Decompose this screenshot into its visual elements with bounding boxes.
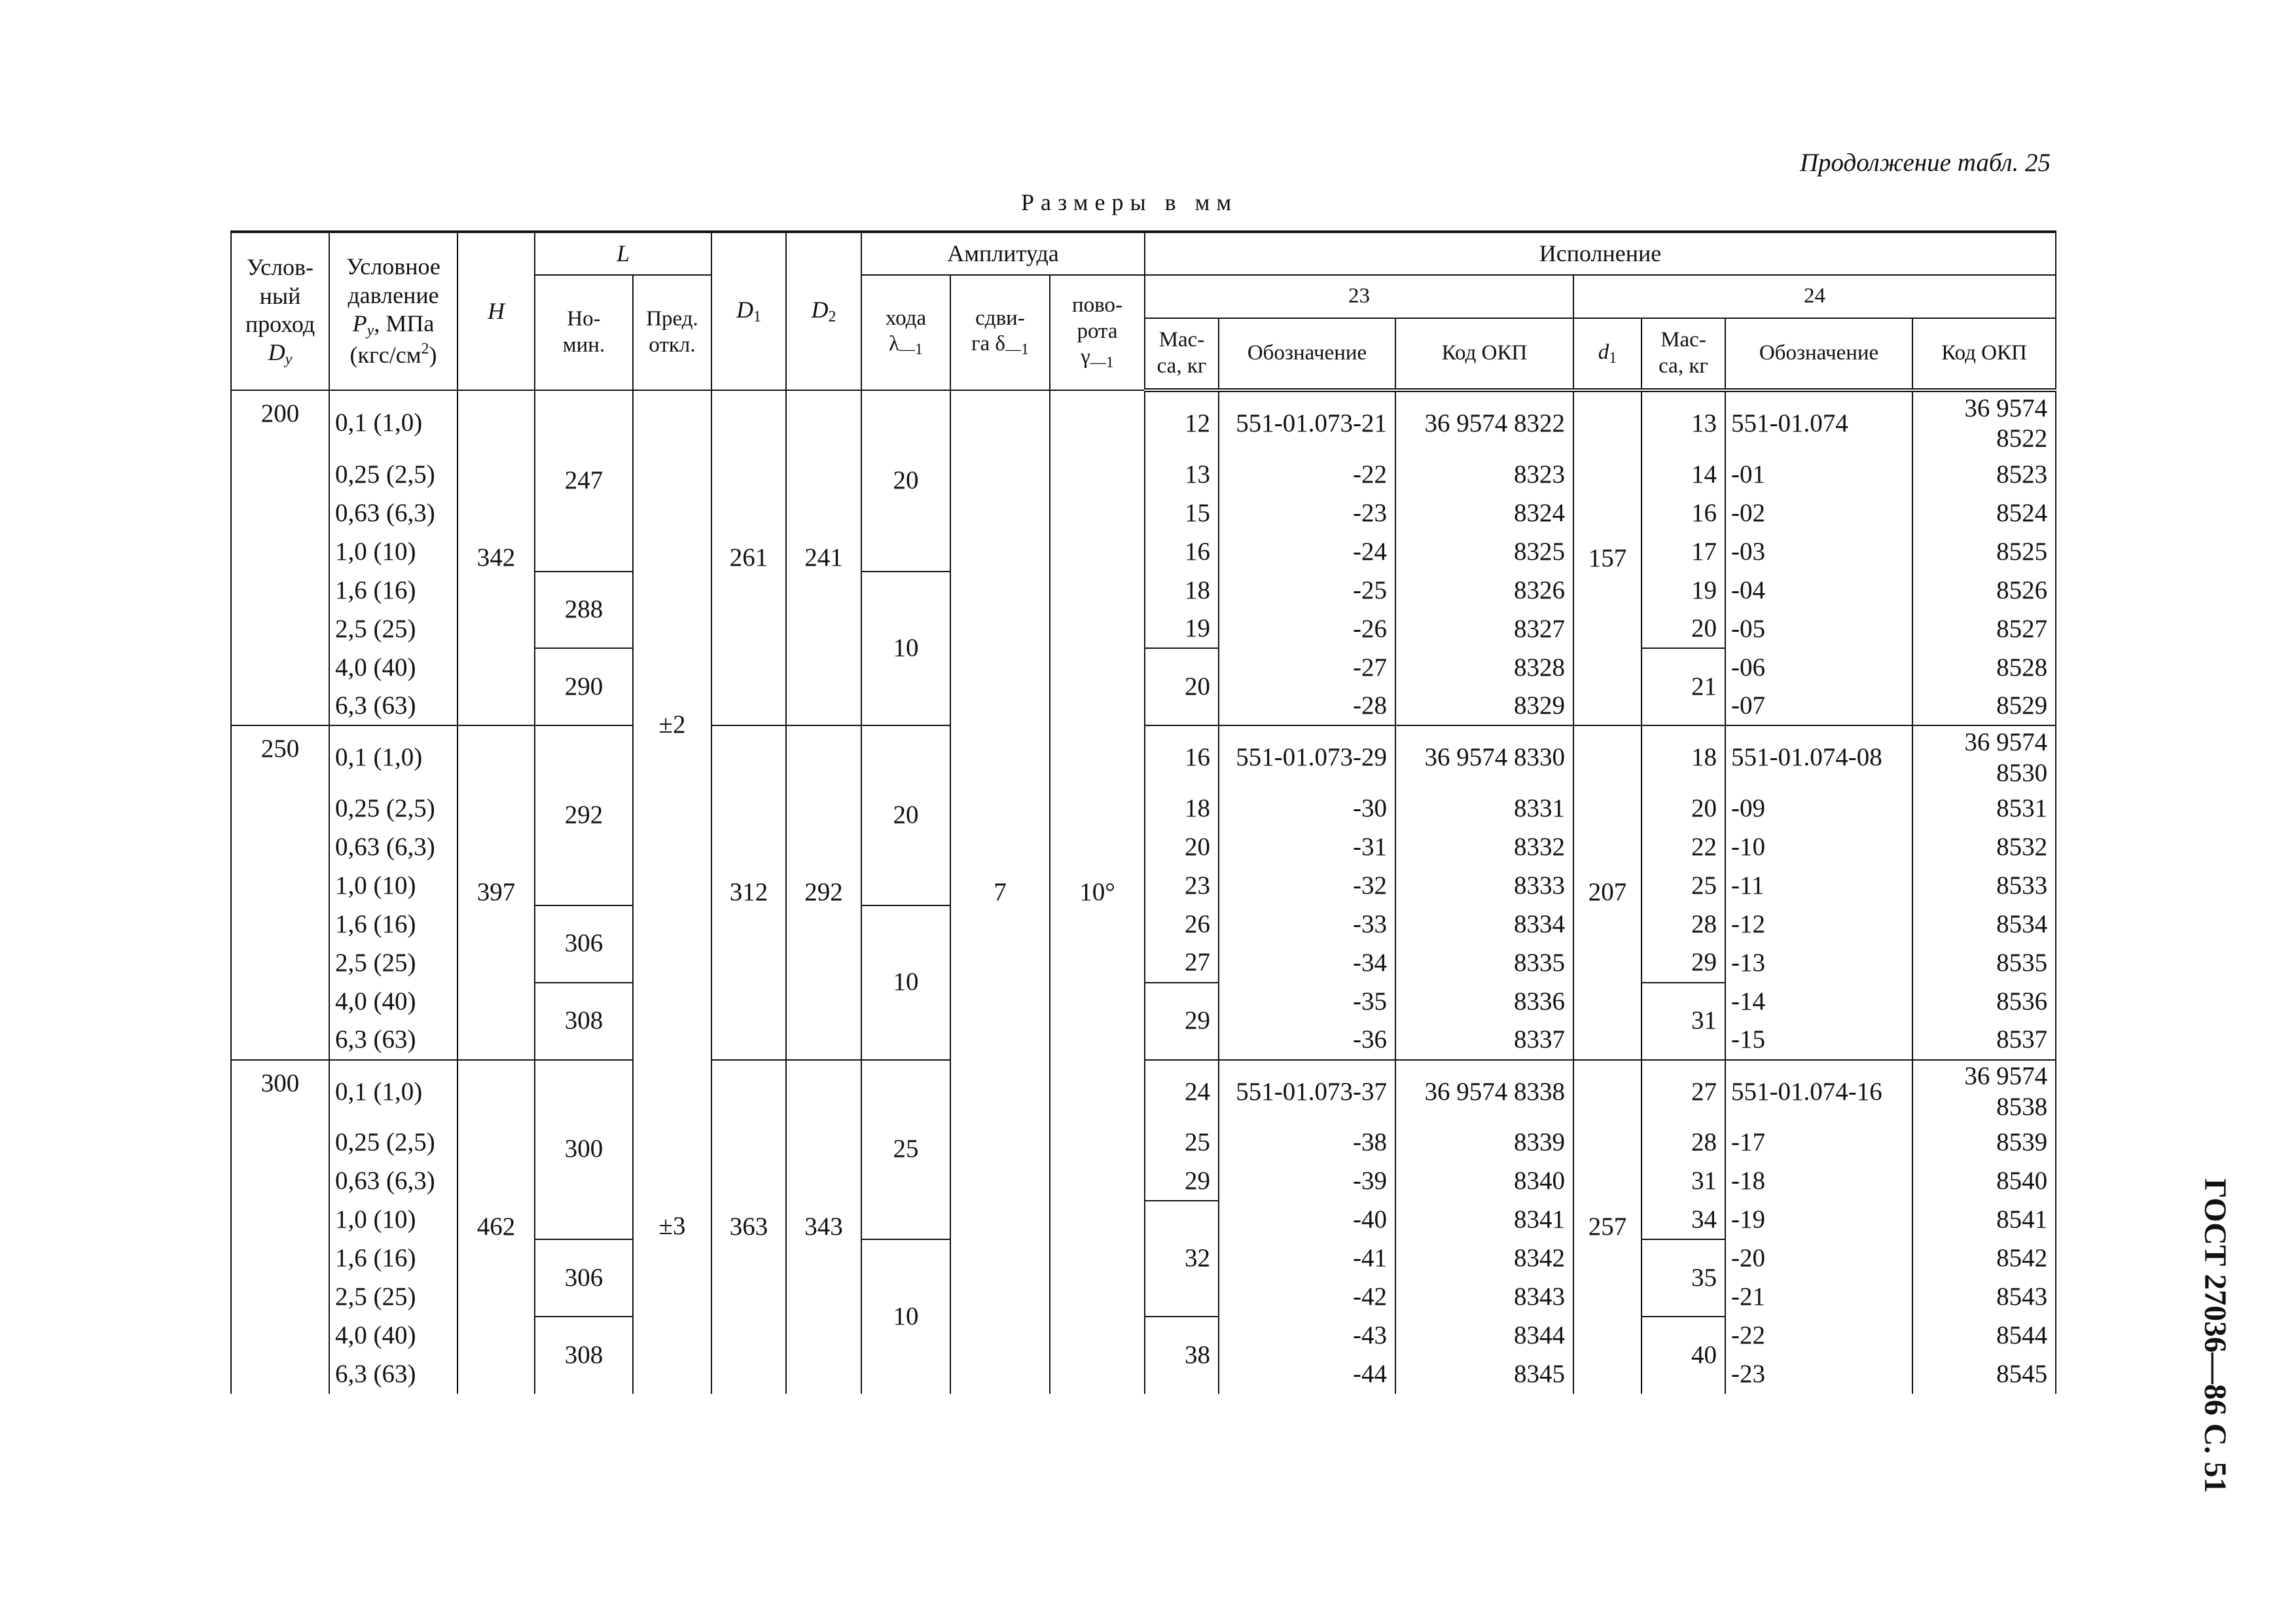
cell-h: 397 [457, 725, 535, 1059]
cell-pressure: 1,0 (10) [329, 1201, 457, 1239]
cell-mass-24: 20 [1641, 790, 1725, 828]
cell-mass-23: 20 [1145, 648, 1219, 725]
cell-d2: 343 [786, 1060, 861, 1394]
cell-pressure: 0,63 (6,3) [329, 494, 457, 533]
cell-okp-24: 36 9574 8530 [1912, 725, 2056, 790]
header-d2: $D_2$ [786, 232, 861, 390]
cell-designation-23: -33 [1219, 905, 1395, 944]
cell-pressure: 4,0 (40) [329, 648, 457, 687]
header-okp-23: Код ОКП [1395, 318, 1573, 390]
cell-designation-23: 551-01.073-37 [1219, 1060, 1395, 1124]
cell-designation-24: -21 [1725, 1278, 1912, 1317]
cell-mass-24: 17 [1641, 533, 1725, 572]
cell-designation-23: -36 [1219, 1021, 1395, 1060]
cell-mass-23: 29 [1145, 983, 1219, 1060]
header-mass-23: Мас- са, кг [1145, 318, 1219, 390]
cell-okp-24: 8540 [1912, 1162, 2056, 1201]
cell-stroke: 10 [861, 1239, 950, 1394]
cell-okp-24: 36 9574 8522 [1912, 390, 2056, 456]
cell-designation-24: -14 [1725, 983, 1912, 1021]
cell-okp-23: 36 9574 8330 [1395, 725, 1573, 790]
cell-okp-24: 8543 [1912, 1278, 2056, 1317]
header-stroke: хода $\lambda_{—1}$ [861, 275, 950, 390]
cell-turn: 10° [1050, 390, 1145, 1394]
cell-designation-24: -04 [1725, 572, 1912, 610]
cell-designation-23: -25 [1219, 572, 1395, 610]
cell-pressure: 6,3 (63) [329, 687, 457, 725]
cell-okp-24: 36 9574 8538 [1912, 1060, 2056, 1124]
cell-pressure: 0,1 (1,0) [329, 1060, 457, 1124]
header-l: L [535, 232, 711, 275]
cell-mass-23: 27 [1145, 944, 1219, 983]
cell-okp-24: 8536 [1912, 983, 2056, 1021]
cell-mass-24: 13 [1641, 390, 1725, 456]
cell-stroke: 10 [861, 905, 950, 1060]
cell-designation-23: -23 [1219, 494, 1395, 533]
cell-designation-23: -31 [1219, 828, 1395, 867]
header-h: H [457, 232, 535, 390]
cell-okp-23: 8328 [1395, 648, 1573, 687]
cell-mass-24: 28 [1641, 905, 1725, 944]
cell-okp-23: 8331 [1395, 790, 1573, 828]
cell-designation-24: -07 [1725, 687, 1912, 725]
cell-okp-23: 8342 [1395, 1239, 1573, 1278]
cell-mass-24: 18 [1641, 725, 1725, 790]
header-shift: сдви- га $\delta_{—1}$ [950, 275, 1050, 390]
cell-d2: 241 [786, 390, 861, 725]
table-row [231, 390, 2056, 456]
cell-designation-23: -22 [1219, 456, 1395, 494]
cell-mass-23: 13 [1145, 456, 1219, 494]
cell-okp-23: 8340 [1395, 1162, 1573, 1201]
header-turn: пово- рота $\gamma_{—1}$ [1050, 275, 1145, 390]
cell-designation-24: -22 [1725, 1317, 1912, 1355]
header-execution-24: 24 [1573, 275, 2056, 318]
cell-designation-23: -42 [1219, 1278, 1395, 1317]
cell-okp-24: 8525 [1912, 533, 2056, 572]
cell-mass-23: 18 [1145, 572, 1219, 610]
cell-mass-23: 29 [1145, 1162, 1219, 1201]
cell-okp-23: 36 9574 8338 [1395, 1060, 1573, 1124]
cell-pressure: 1,6 (16) [329, 1239, 457, 1278]
gost-label: ГОСТ 27036—86 С. 51 [2198, 1178, 2233, 1493]
cell-pressure: 1,0 (10) [329, 533, 457, 572]
data-table [230, 230, 2056, 1394]
cell-designation-24: -03 [1725, 533, 1912, 572]
cell-mass-24: 34 [1641, 1201, 1725, 1239]
sizes-note: Размеры в мм [1021, 189, 1238, 215]
cell-okp-23: 8323 [1395, 456, 1573, 494]
header-l-deviation: Пред. откл. [633, 275, 711, 390]
cell-pressure: 4,0 (40) [329, 1317, 457, 1355]
cell-pressure: 0,1 (1,0) [329, 725, 457, 790]
cell-okp-24: 8541 [1912, 1201, 2056, 1239]
cell-okp-23: 8343 [1395, 1278, 1573, 1317]
cell-mass-24: 29 [1641, 944, 1725, 983]
cell-pressure: 1,0 (10) [329, 867, 457, 905]
cell-mass-23: 16 [1145, 725, 1219, 790]
cell-designation-24: -11 [1725, 867, 1912, 905]
cell-l-nominal: 290 [535, 648, 633, 725]
cell-mass-24: 22 [1641, 828, 1725, 867]
cell-designation-23: -27 [1219, 648, 1395, 687]
cell-okp-24: 8535 [1912, 944, 2056, 983]
cell-dy: 250 [231, 725, 329, 1059]
cell-d1: 363 [711, 1060, 786, 1394]
cell-pressure: 2,5 (25) [329, 944, 457, 983]
cell-stroke: 20 [861, 390, 950, 572]
cell-pressure: 0,63 (6,3) [329, 1162, 457, 1201]
cell-designation-24: -19 [1725, 1201, 1912, 1239]
cell-l-nominal: 292 [535, 725, 633, 905]
cell-designation-23: -24 [1219, 533, 1395, 572]
cell-mass-23: 25 [1145, 1123, 1219, 1162]
header-okp-24: Код ОКП [1912, 318, 2056, 390]
cell-mass-24: 16 [1641, 494, 1725, 533]
cell-mass-24: 21 [1641, 648, 1725, 725]
page-header: Продолжение табл. 25 [1799, 149, 2051, 177]
cell-designation-24: -09 [1725, 790, 1912, 828]
header-designation-24: Обозначение [1725, 318, 1912, 390]
table-body [231, 390, 2056, 1394]
cell-l-nominal: 308 [535, 983, 633, 1060]
header-d1-small: $d_1$ [1573, 318, 1641, 390]
cell-mass-24: 35 [1641, 1239, 1725, 1317]
cell-shift: 7 [950, 390, 1050, 1394]
cell-d1-small: 207 [1573, 725, 1641, 1059]
cell-designation-24: -18 [1725, 1162, 1912, 1201]
cell-mass-23: 24 [1145, 1060, 1219, 1124]
cell-mass-24: 31 [1641, 1162, 1725, 1201]
cell-designation-23: -39 [1219, 1162, 1395, 1201]
cell-designation-23: -32 [1219, 867, 1395, 905]
header-mass-24: Мас- са, кг [1641, 318, 1725, 390]
cell-d1-small: 157 [1573, 390, 1641, 725]
cell-pressure: 0,25 (2,5) [329, 790, 457, 828]
cell-okp-24: 8527 [1912, 610, 2056, 649]
cell-h: 342 [457, 390, 535, 725]
cell-okp-23: 8332 [1395, 828, 1573, 867]
cell-designation-24: -20 [1725, 1239, 1912, 1278]
cell-stroke: 10 [861, 572, 950, 726]
cell-designation-23: 551-01.073-21 [1219, 390, 1395, 456]
cell-mass-24: 31 [1641, 983, 1725, 1060]
cell-h: 462 [457, 1060, 535, 1394]
header-execution: Исполнение [1145, 232, 2056, 275]
cell-designation-24: -13 [1725, 944, 1912, 983]
cell-mass-24: 20 [1641, 610, 1725, 649]
cell-designation-23: -35 [1219, 983, 1395, 1021]
cell-okp-24: 8534 [1912, 905, 2056, 944]
cell-designation-23: -26 [1219, 610, 1395, 649]
cell-mass-24: 25 [1641, 867, 1725, 905]
cell-okp-23: 8345 [1395, 1355, 1573, 1394]
cell-designation-23: -41 [1219, 1239, 1395, 1278]
header-amplitude: Амплитуда [861, 232, 1145, 275]
cell-pressure: 4,0 (40) [329, 983, 457, 1021]
cell-okp-24: 8542 [1912, 1239, 2056, 1278]
header-d1: $D_1$ [711, 232, 786, 390]
cell-okp-23: 8329 [1395, 687, 1573, 725]
cell-pressure: 6,3 (63) [329, 1355, 457, 1394]
cell-designation-23: -30 [1219, 790, 1395, 828]
cell-okp-24: 8532 [1912, 828, 2056, 867]
cell-designation-24: 551-01.074-08 [1725, 725, 1912, 790]
cell-mass-23: 15 [1145, 494, 1219, 533]
cell-designation-24: 551-01.074-16 [1725, 1060, 1912, 1124]
cell-okp-23: 36 9574 8322 [1395, 390, 1573, 456]
cell-mass-23: 18 [1145, 790, 1219, 828]
cell-okp-23: 8337 [1395, 1021, 1573, 1060]
cell-designation-24: 551-01.074 [1725, 390, 1912, 456]
header-dy: Услов- ный проход $D_у$ [231, 232, 329, 390]
cell-designation-24: -06 [1725, 648, 1912, 687]
cell-pressure: 6,3 (63) [329, 1021, 457, 1060]
cell-okp-24: 8533 [1912, 867, 2056, 905]
cell-mass-23: 20 [1145, 828, 1219, 867]
cell-okp-23: 8324 [1395, 494, 1573, 533]
cell-okp-23: 8339 [1395, 1123, 1573, 1162]
cell-designation-23: -38 [1219, 1123, 1395, 1162]
cell-designation-23: -43 [1219, 1317, 1395, 1355]
cell-okp-24: 8545 [1912, 1355, 2056, 1394]
cell-dy: 300 [231, 1060, 329, 1394]
cell-mass-23: 16 [1145, 533, 1219, 572]
cell-okp-23: 8334 [1395, 905, 1573, 944]
cell-okp-23: 8344 [1395, 1317, 1573, 1355]
cell-mass-24: 14 [1641, 456, 1725, 494]
cell-pressure: 0,63 (6,3) [329, 828, 457, 867]
cell-mass-24: 27 [1641, 1060, 1725, 1124]
cell-okp-24: 8544 [1912, 1317, 2056, 1355]
cell-designation-24: -02 [1725, 494, 1912, 533]
cell-okp-23: 8325 [1395, 533, 1573, 572]
header-l-nominal: Но- мин. [535, 275, 633, 390]
cell-pressure: 2,5 (25) [329, 610, 457, 649]
cell-mass-23: 23 [1145, 867, 1219, 905]
cell-mass-24: 28 [1641, 1123, 1725, 1162]
cell-pressure: 0,1 (1,0) [329, 390, 457, 456]
cell-mass-23: 38 [1145, 1317, 1219, 1394]
cell-designation-24: -10 [1725, 828, 1912, 867]
cell-d1: 261 [711, 390, 786, 725]
cell-designation-23: -34 [1219, 944, 1395, 983]
cell-okp-24: 8523 [1912, 456, 2056, 494]
cell-l-deviation: ±3 [633, 1060, 711, 1394]
cell-dy: 200 [231, 390, 329, 725]
cell-mass-23: 26 [1145, 905, 1219, 944]
cell-l-nominal: 306 [535, 905, 633, 983]
cell-pressure: 1,6 (16) [329, 572, 457, 610]
cell-pressure: 0,25 (2,5) [329, 1123, 457, 1162]
cell-designation-24: -23 [1725, 1355, 1912, 1394]
cell-okp-24: 8531 [1912, 790, 2056, 828]
cell-l-nominal: 247 [535, 390, 633, 572]
cell-designation-24: -12 [1725, 905, 1912, 944]
cell-pressure: 1,6 (16) [329, 905, 457, 944]
cell-l-nominal: 306 [535, 1239, 633, 1317]
cell-designation-23: -28 [1219, 687, 1395, 725]
header-designation-23: Обозначение [1219, 318, 1395, 390]
cell-pressure: 0,25 (2,5) [329, 456, 457, 494]
cell-okp-24: 8528 [1912, 648, 2056, 687]
cell-d1: 312 [711, 725, 786, 1059]
cell-okp-23: 8327 [1395, 610, 1573, 649]
cell-okp-24: 8526 [1912, 572, 2056, 610]
cell-d1-small: 257 [1573, 1060, 1641, 1394]
cell-mass-24: 19 [1641, 572, 1725, 610]
cell-mass-23: 12 [1145, 390, 1219, 456]
cell-stroke: 20 [861, 725, 950, 905]
cell-designation-23: -44 [1219, 1355, 1395, 1394]
cell-l-nominal: 300 [535, 1060, 633, 1240]
cell-okp-23: 8341 [1395, 1201, 1573, 1239]
cell-mass-24: 40 [1641, 1317, 1725, 1394]
header-execution-23: 23 [1145, 275, 1573, 318]
cell-okp-23: 8336 [1395, 983, 1573, 1021]
cell-designation-24: -17 [1725, 1123, 1912, 1162]
cell-okp-24: 8524 [1912, 494, 2056, 533]
cell-okp-23: 8333 [1395, 867, 1573, 905]
cell-okp-23: 8326 [1395, 572, 1573, 610]
cell-stroke: 25 [861, 1060, 950, 1240]
cell-pressure: 2,5 (25) [329, 1278, 457, 1317]
cell-okp-23: 8335 [1395, 944, 1573, 983]
cell-mass-23: 32 [1145, 1201, 1219, 1317]
cell-designation-23: 551-01.073-29 [1219, 725, 1395, 790]
cell-l-nominal: 288 [535, 572, 633, 649]
cell-mass-23: 19 [1145, 610, 1219, 649]
header-pressure: Условное давление $P_у$, МПа $(кгс/см^2)$ [329, 232, 457, 390]
cell-okp-24: 8529 [1912, 687, 2056, 725]
cell-okp-24: 8537 [1912, 1021, 2056, 1060]
cell-l-nominal: 308 [535, 1317, 633, 1394]
cell-l-deviation: ±2 [633, 390, 711, 1060]
cell-d2: 292 [786, 725, 861, 1059]
cell-designation-24: -05 [1725, 610, 1912, 649]
cell-designation-24: -01 [1725, 456, 1912, 494]
cell-designation-24: -15 [1725, 1021, 1912, 1060]
cell-okp-24: 8539 [1912, 1123, 2056, 1162]
cell-designation-23: -40 [1219, 1201, 1395, 1239]
